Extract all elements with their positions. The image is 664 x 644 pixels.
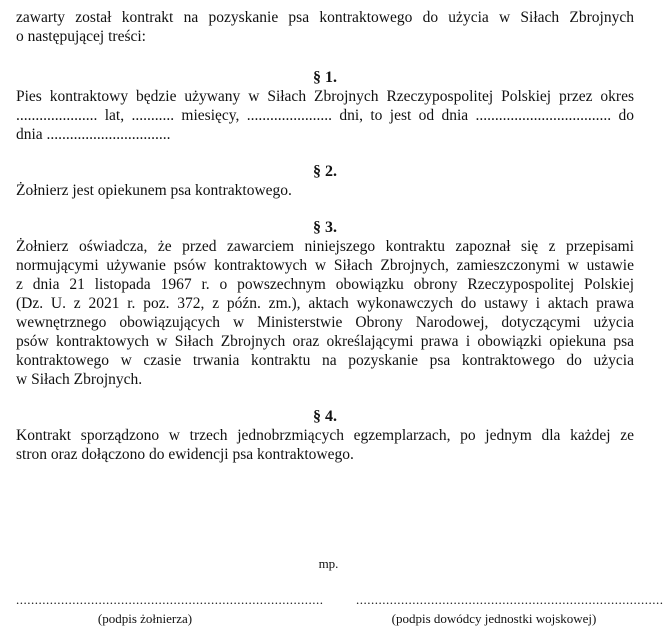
section-2 bbox=[16, 162, 634, 200]
soldier-signature bbox=[16, 590, 324, 628]
section-heading: § 3. bbox=[313, 219, 337, 236]
section-line: wewnętrznego obowiązujących w Ministerstwie Obrony Narodowej, dotyczącymi użycia bbox=[16, 314, 634, 331]
section-line: kontraktowego w czasie trwania kontraktu na pozyskanie psa kontraktowego do użycia bbox=[16, 352, 634, 369]
intro-line: o następującej treści: bbox=[16, 28, 146, 45]
section-line: ..................... lat, ........... miesięcy, ...................... dni, to jest od dnia ................................... do bbox=[16, 107, 634, 124]
signature-line: .................................................................................. bbox=[356, 592, 664, 607]
section-line: psów kontraktowych w Siłach Zbrojnych oraz określającymi prawa i obowiązki opiekuna psa bbox=[16, 333, 634, 350]
section-line: z dnia 21 listopada 1967 r. o powszechnym obowiązku obrony Rzeczypospolitej Polskiej bbox=[16, 276, 634, 293]
signature-caption: (podpis dowódcy jednostki wojskowej) bbox=[391, 611, 597, 626]
signature-caption: (podpis żołnierza) bbox=[97, 611, 193, 626]
section-line: Kontrakt sporządzono w trzech jednobrzmiących egzemplarzach, po jednym dla każdej ze bbox=[16, 427, 634, 444]
section-heading: § 2. bbox=[313, 163, 337, 180]
commander-signature bbox=[356, 590, 664, 628]
intro-paragraph bbox=[16, 8, 634, 46]
section-line: stron oraz dołączono do ewidencji psa kontraktowego. bbox=[16, 446, 354, 463]
section-line: Żołnierz jest opiekunem psa kontraktowego. bbox=[16, 182, 292, 199]
section-line: (Dz. U. z 2021 r. poz. 372, z późn. zm.), aktach wykonawczych do ustawy i aktach prawa bbox=[16, 295, 634, 312]
section-heading: § 1. bbox=[313, 69, 337, 86]
section-line: Żołnierz oświadcza, że przed zawarciem niniejszego kontraktu zapoznał się z przepisami bbox=[16, 238, 634, 255]
section-line: w Siłach Zbrojnych. bbox=[16, 371, 143, 388]
section-3 bbox=[16, 218, 634, 389]
section-heading: § 4. bbox=[313, 408, 337, 425]
signature-line: .................................................................................. bbox=[16, 592, 324, 607]
section-4 bbox=[16, 407, 634, 464]
section-line: normującymi używanie psów kontraktowych w Siłach Zbrojnych, zamieszczonymi w ustawie bbox=[16, 257, 634, 274]
stamp-label: mp. bbox=[318, 556, 339, 571]
section-1 bbox=[16, 68, 634, 144]
intro-line: zawarty został kontrakt na pozyskanie psa kontraktowego do użycia w Siłach Zbrojnych bbox=[16, 9, 634, 26]
section-line: dnia ................................ bbox=[16, 126, 171, 143]
section-line: Pies kontraktowy będzie używany w Siłach Zbrojnych Rzeczypospolitej Polskiej przez okres bbox=[16, 88, 634, 105]
